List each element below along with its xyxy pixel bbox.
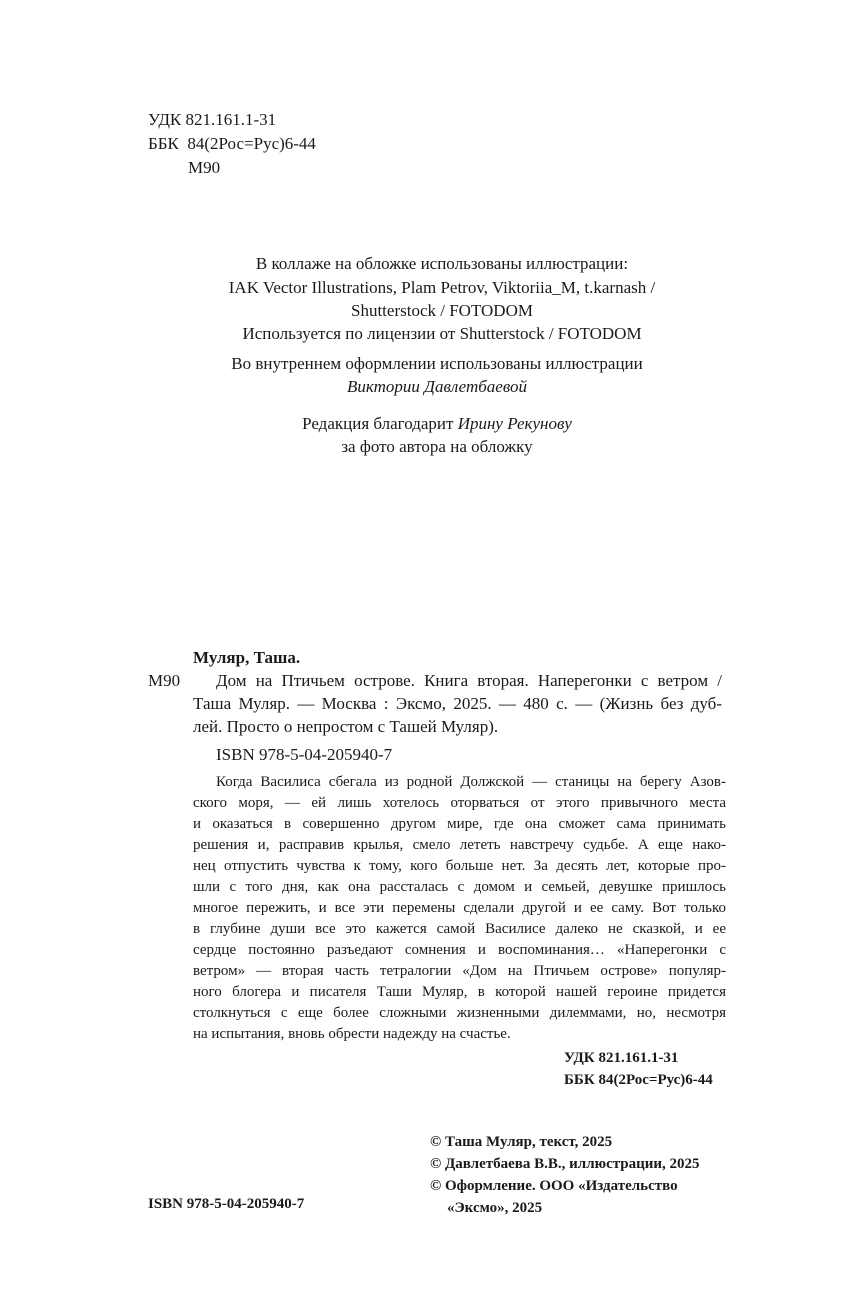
cover-license: Используется по лицензии от Shutterstock / FOTODOM bbox=[242, 324, 642, 343]
cover-credits bbox=[0, 254, 844, 348]
catalog-entry-line-1: Дом на Птичьем острове. Книга вторая. Наперегонки с ветром / bbox=[216, 671, 722, 690]
annotation-line: столкнуться с еще более сложными жизненными дилеммами, но, несмотря bbox=[193, 1005, 726, 1021]
catalog-isbn: ISBN 978-5-04-205940-7 bbox=[216, 745, 393, 764]
annotation-paragraph bbox=[193, 774, 726, 1047]
catalog-author-mark: М90 bbox=[148, 671, 181, 690]
bottom-isbn: ISBN 978-5-04-205940-7 bbox=[148, 1196, 305, 1212]
annotation-line: ветром» — вторая часть тетралогии «Дом на Птичьем острове» популяр- bbox=[193, 963, 726, 979]
annotation-line: Когда Василиса сбегала из родной Должской — станицы на берегу Азов- bbox=[216, 774, 726, 790]
copyright-text: © Таша Муляр, текст, 2025 bbox=[430, 1134, 613, 1150]
annotation-line: многое пережить, и все эти перемены сделали другой и ее саму. Вот только bbox=[193, 900, 726, 916]
annotation-line: нец отпустить чувства к тому, кого больше нет. За десять лет, которые про- bbox=[193, 858, 726, 874]
annotation-line: сердце постоянно разъедают сомнения и воспоминания… «Наперегонки с bbox=[193, 942, 726, 958]
author-mark: М90 bbox=[188, 158, 221, 177]
cover-artists-line-2: Shutterstock / FOTODOM bbox=[351, 301, 533, 320]
copyright-design-cont: «Эксмо», 2025 bbox=[447, 1200, 543, 1216]
thanks-suffix: за фото автора на обложку bbox=[341, 437, 533, 456]
inner-intro: Во внутреннем оформлении использованы иллюстрации bbox=[231, 354, 643, 373]
catalog-entry-line-3: лей. Просто о непростом с Ташей Муляр). bbox=[193, 717, 499, 736]
annotation-line: ского моря, — ей лишь хотелось оторваться от этого привычного места bbox=[193, 795, 726, 811]
copyright-block bbox=[430, 1134, 700, 1222]
cover-intro: В коллаже на обложке использованы иллюстрации: bbox=[255, 254, 629, 273]
annotation-line: шли с того дня, как она рассталась с домом и семьей, девушке пришлось bbox=[193, 879, 726, 895]
annotation-line: в глубине души все это кажется самой Василисе далеко не сказкой, и ее bbox=[193, 921, 726, 937]
annotation-line: и оказаться в совершенно другом мире, где она сможет сама принимать bbox=[193, 816, 726, 832]
copyright-design: © Оформление. ООО «Издательство bbox=[430, 1178, 678, 1194]
annotation-line: на испытания, вновь обрести надежду на счастье. bbox=[193, 1026, 511, 1042]
inner-credits bbox=[0, 354, 844, 400]
cover-artists-line-1: IAK Vector Illustrations, Plam Petrov, Viktoriia_M, t.karnash / bbox=[228, 278, 656, 297]
annotation-line: решения и, расправив крылья, смело лететь навстречу судьбе. А еще нако- bbox=[193, 837, 726, 853]
thanks-block bbox=[0, 414, 844, 460]
thanks-name: Ирину Рекунову bbox=[457, 414, 572, 433]
copyright-illustrations: © Давлетбаева В.В., иллюстрации, 2025 bbox=[430, 1156, 700, 1172]
footer-udk: УДК 821.161.1-31 bbox=[564, 1050, 679, 1066]
annotation-line: ного блогера и писателя Таши Муляр, в которой нашей героине придется bbox=[193, 984, 726, 1000]
catalog-entry-line-2: Таша Муляр. — Москва : Эксмо, 2025. — 480 с. — (Жизнь без дуб- bbox=[193, 694, 722, 713]
thanks-line bbox=[0, 414, 844, 437]
catalog-author-heading: Муляр, Таша. bbox=[193, 648, 301, 667]
inner-artist: Виктории Давлетбаевой bbox=[346, 377, 528, 396]
udk-code: УДК 821.161.1-31 bbox=[148, 110, 277, 129]
thanks-prefix: Редакция благодарит bbox=[302, 414, 458, 433]
bbk-code: ББК 84(2Рос=Рус)6-44 bbox=[148, 134, 316, 153]
footer-bbk: ББК 84(2Рос=Рус)6-44 bbox=[564, 1072, 713, 1088]
